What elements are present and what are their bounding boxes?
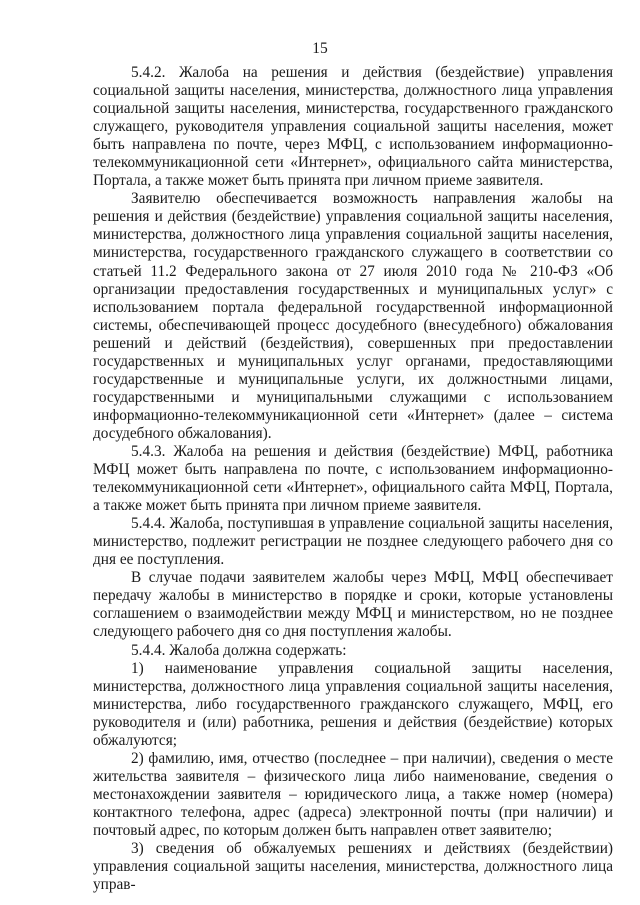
paragraph-5-4-2: 5.4.2. Жалоба на решения и действия (бездействие) управления социальной защиты населения, министерства, должностного лица управления социальной защиты населения, министерства, государственного гражданского служащего, руководителя управления социальной защиты населения, может быть направлена по почте, через МФЦ, с использованием информационно-телекоммуникационной сети «Интернет», официального сайта министерства, Портала, а также может быть принята при личном приеме заявителя. (93, 64, 613, 190)
paragraph-5-4-4-contents: 5.4.4. Жалоба должна содержать: (131, 641, 347, 659)
list-item-1: 1) наименование управления социальной защиты населения, министерства, должностного лица управления социальной защиты населения, министерства, либо государственного гражданского служащего, МФЦ, его руководителя и (или) работника, решения и действия (бездействие) которых обжалуются; (93, 659, 613, 749)
list-item-2: 2) фамилию, имя, отчество (последнее – при наличии), сведения о месте жительства заявителя – физического лица либо наименование, сведения о местонахождении заявителя – юридического лица, а также номер (номера) контактного телефона, адрес (адреса) электронной почты (при наличии) и почтовый адрес, по которым должен быть направлен ответ заявителю; (93, 749, 613, 839)
paragraph-mfc-transfer: В случае подачи заявителем жалобы через МФЦ, МФЦ обеспечивает передачу жалобы в министерство в порядке и сроки, которые установлены соглашением о взаимодействии между МФЦ и министерством, но не позднее следующего рабочего дня со дня поступления жалобы. (93, 569, 613, 641)
document-body (93, 64, 613, 894)
paragraph-pretrial-appeal-system: Заявителю обеспечивается возможность направления жалобы на решения и действия (бездействие) управления социальной защиты населения, министерства, должностного лица управления социальной защиты населения, министерства, государственного гражданского служащего в соответствии со статьей 11.2 Федерального закона от 27 июля 2010 года № 210-ФЗ «Об организации предоставления государственных и муниципальных услуг» с использованием портала федеральной государственной информационной системы, обеспечивающей процесс досудебного (внесудебного) обжалования решений и действий (бездействия), совершенных при предоставлении государственных и муниципальных услуг органами, предоставляющими государственные и муниципальные услуги, их должностными лицами, государственными и муниципальными служащими с использованием информационно-телекоммуникационной сети «Интернет» (далее – система досудебного обжалования). (93, 190, 613, 442)
paragraph-5-4-3: 5.4.3. Жалоба на решения и действия (бездействие) МФЦ, работника МФЦ может быть направлена по почте, с использованием информационно-телекоммуникационной сети «Интернет», официального сайта МФЦ, Портала, а также может быть принята при личном приеме заявителя. (93, 442, 613, 515)
paragraph-5-4-4-registration: 5.4.4. Жалоба, поступившая в управление социальной защиты населения, министерство, подлежит регистрации не позднее следующего рабочего дня со дня ее поступления. (93, 515, 613, 569)
page-number: 15 (312, 40, 328, 57)
list-item-3: 3) сведения об обжалуемых решениях и действиях (бездействии) управления социальной защиты населения, министерства, должностного лица управ- (93, 840, 613, 894)
